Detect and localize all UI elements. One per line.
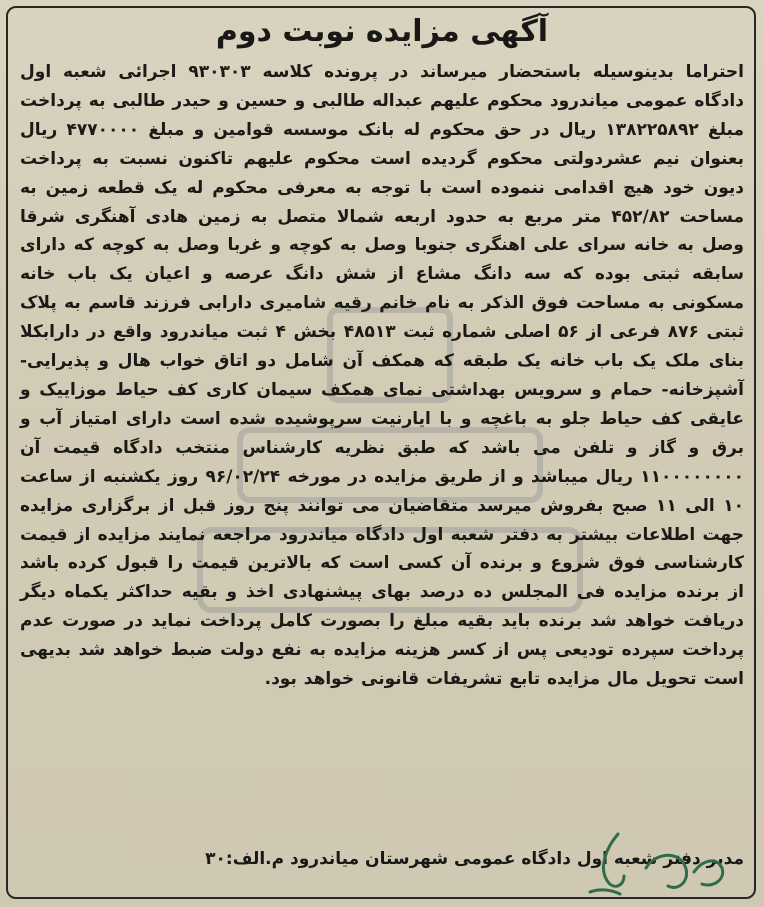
notice-title: آگهی مزایده نوبت دوم <box>215 14 549 49</box>
handwritten-mark <box>584 828 734 904</box>
notice-signature-line: مدیر دفتر شعبه اول دادگاه عمومی شهرستان میاندرود م.الف:۳۰ <box>205 849 744 869</box>
notice-body: احتراما بدینوسیله باستحضار میرساند در پرونده کلاسه ۹۳۰۳۰۳ اجرائی شعبه اول دادگاه عمومی میاندرود محکوم علیهم عبداله طالبی و حسین و حیدر طالبی به پرداخت مبلغ ۱۳۸۲۲۵۸۹۲ ریال در حق محکوم له بانک موسسه قوامین و مبلغ ۴۷۷۰۰۰۰ ریال بعنوان نیم عشردولتی محکوم گردیده است محکوم علیهم تاکنون نسبت به پرداخت دیون خود هیچ اقدامی ننموده است با توجه به معرفی محکوم له یک قطعه زمین به مساحت ۴۵۲/۸۲ متر مربع به حدود اربعه شمالا متصل به زمین هادی آهنگری شرقا وصل به خانه سرای علی اهنگری جنوبا وصل به کوچه و غربا وصل به کوچه که دارای سابقه ثبتی بوده که سه دانگ مشاع از شش دانگ عرصه و اعیان یک باب خانه مسکونی به مساحت فوق الذکر به نام خانم رقیه شامیری دارابی فرزند قاسم به پلاک ثبتی ۸۷۶ فرعی از ۵۶ اصلی شماره ثبت ۴۸۵۱۳ بخش ۴ ثبت میاندرود واقع در دارابکلا بنای ملک یک باب خانه یک طبقه که همکف آن شامل دو اتاق خواب هال و پذیرایی- آشپزخانه- حمام و سرویس بهداشتی نمای همکف سیمان کاری کف حیاط موزاییک و عایقی کف حیاط جلو به باغچه و با ایارنیت سرپوشیده شده است دارای امتیاز آب و برق و گاز و تلفن می باشد که طبق نظریه کارشناس منتخب دادگاه قیمت آن ۱۱۰۰۰۰۰۰۰۰ ریال میباشد و از طریق مزایده در مورخه ۹۶/۰۲/۲۴ روز یکشنبه از ساعت ۱۰ الی ۱۱ صبح بفروش میرسد متقاضیان می توانند پنج روز قبل از برگزاری مزایده جهت اطلاعات بیشتر به دفتر شعبه اول دادگاه میاندرود مراجعه نمایند مزایده از قیمت کارشناسی فوق شروع و برنده آن کسی است که بالاترین قیمت را قبول کرده باشد از برنده مزایده فی المجلس ده درصد بهای پیشنهادی اخذ و بقیه حداکثر یکماه دیگر دریافت خواهد شد برنده باید بقیه مبلغ را بصورت کامل پرداخت نماید در صورت عدم پرداخت سپرده تودیعی پس از کسر هزینه مزایده به نفع دولت ضبط خواهد شد بدیهی است تحویل مال مزایده تابع تشریفات قانونی خواهد بود. <box>20 62 745 690</box>
